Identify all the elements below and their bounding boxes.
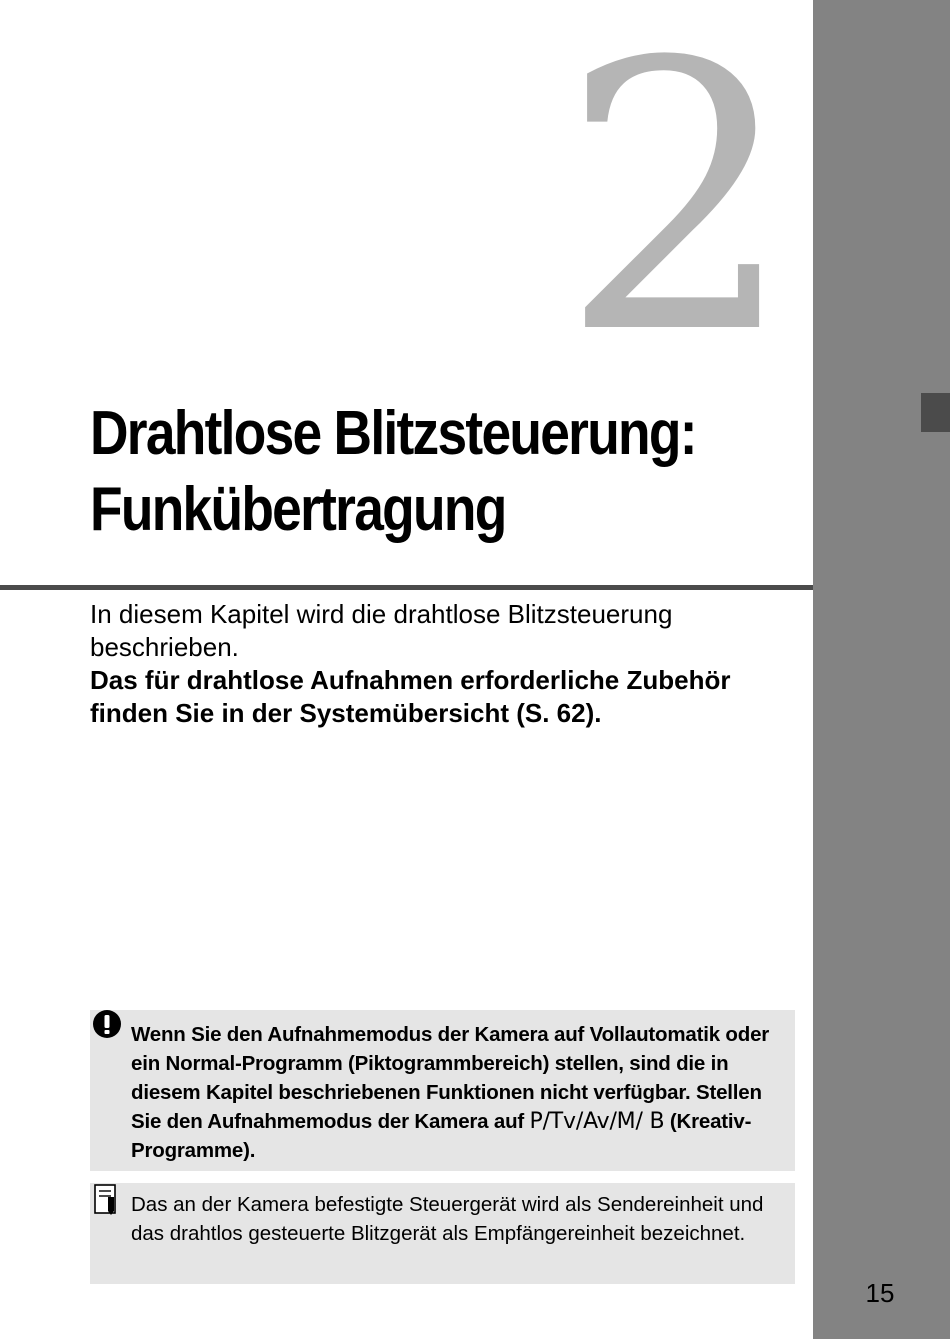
side-bar bbox=[813, 0, 950, 1339]
caution-text bbox=[131, 1020, 786, 1165]
memo-icon bbox=[92, 1183, 120, 1222]
chapter-title-line-2: Funkübertragung bbox=[90, 475, 506, 544]
memo-note bbox=[90, 1183, 795, 1284]
chapter-number: 2 bbox=[560, 0, 796, 415]
chapter-title-line-1: Drahtlose Blitzsteuerung: bbox=[90, 399, 696, 468]
page-number: 15 bbox=[865, 1278, 895, 1308]
caution-body: Wenn Sie den Aufnahmemodus der Kamera auf Vollautomatik oder ein Normal-Programm (Piktogrammbereich) stellen, sind die in diesem Kapitel beschriebenen Funktionen nicht verfügbar. Stellen Sie den Aufnahmemodus der Kamera auf bbox=[131, 1023, 770, 1133]
memo-text: Das an der Kamera befestigte Steuergerät wird als Sendereinheit und das drahtlos gesteuerte Blitzgerät als Empfängereinheit bezeichnet. bbox=[131, 1193, 764, 1245]
intro-accessories-note: Das für drahtlose Aufnahmen erforderliche Zubehör finden Sie in der Systemübersicht (S. 62). bbox=[90, 665, 731, 728]
intro-text: In diesem Kapitel wird die drahtlose Blitzsteuerung beschrieben. bbox=[90, 599, 673, 662]
caution-icon bbox=[92, 1010, 122, 1043]
chapter-tab-marker bbox=[921, 393, 950, 432]
title-divider bbox=[0, 585, 813, 590]
chapter-intro bbox=[90, 598, 805, 730]
caution-note bbox=[90, 1010, 795, 1171]
shooting-mode-symbols: P/Tv/Av/M/ B bbox=[529, 1109, 665, 1134]
chapter-title bbox=[90, 396, 705, 548]
caution-suffix: (Kreativ-Programme). bbox=[131, 1110, 752, 1162]
